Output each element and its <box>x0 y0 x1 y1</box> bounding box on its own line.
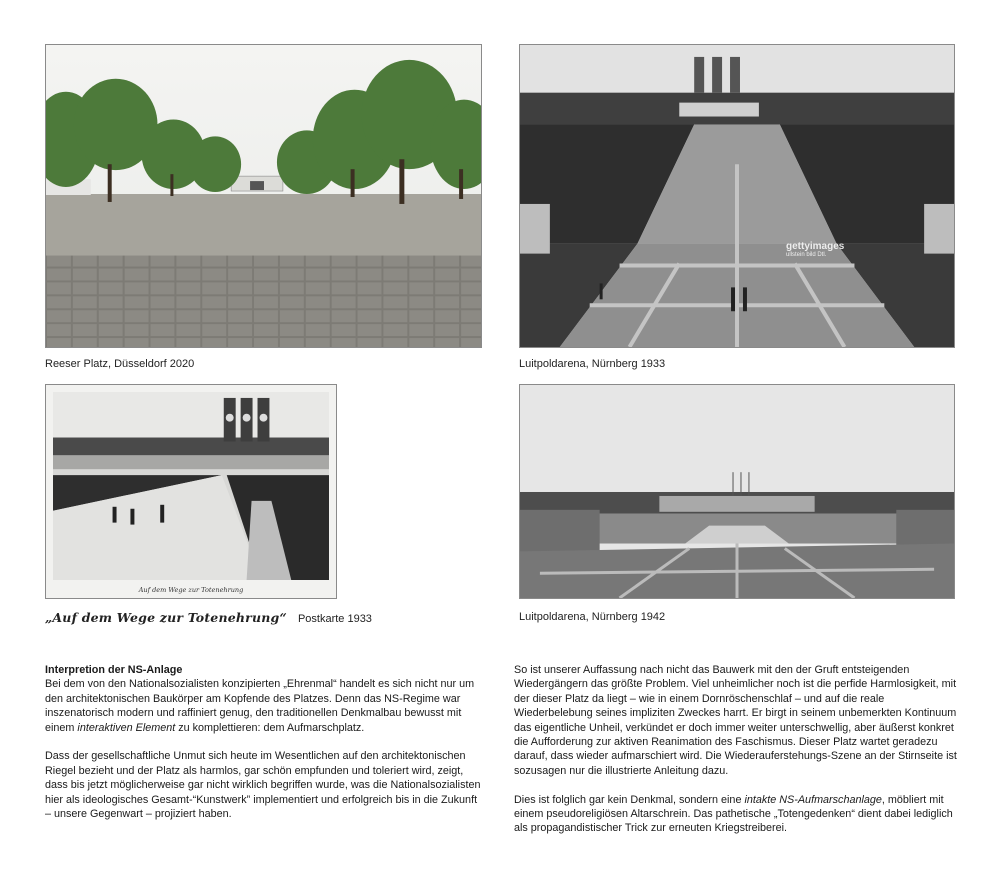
right-text-column <box>514 663 958 850</box>
photo-reeser-platz-2020 <box>45 44 482 348</box>
luitpoldarena-1942-image <box>520 385 954 598</box>
photo-luitpoldarena-1933 <box>519 44 955 348</box>
section-heading: Interpretion der NS-Anlage <box>45 664 183 676</box>
postcard-card-text: Auf dem Wege zur Totenehrung <box>138 586 244 594</box>
postcard-title: „Auf dem Wege zur Totenehrung“ <box>45 610 287 625</box>
left-paragraph-1: Bei dem von den Nationalsozialisten konzipierten „Ehrenmal“ handelt es sich nicht nur um den architektonischen Baukörper am Kopfende des Platzes. Denn das NS-Regime war inszenatorisch modern und raffiniert genug, den traditionellen Denkmalbau bewusst mit einem interaktiven Element zu komplettieren: dem Aufmarschplatz. <box>45 678 475 734</box>
left-paragraph-2: Dass der gesellschaftliche Unmut sich heute im Wesentlichen auf den architektonischen Riegel bezieht und der Platz als harmlos, gar schön empfunden und toleriert wird, zeigt, dass bis jetzt möglicherweise gar nicht wirklich begriffen wurde, was die Nationalsozialisten hier als ideologisches Gesamt-“Kunstwerk” implementiert und erfolgreich bis in die Zukunft – unsere Gegenwart – projiziert haben. <box>45 750 481 821</box>
photo-postcard-1933 <box>45 384 337 599</box>
photo-luitpoldarena-1942 <box>519 384 955 599</box>
luitpoldarena-1933-image <box>520 45 954 347</box>
postcard-suffix: Postkarte 1933 <box>297 613 372 625</box>
postcard-image <box>53 392 329 580</box>
right-paragraph-1: So ist unserer Auffassung nach nicht das Bauwerk mit den der Gruft entsteigenden Wiedergängern das größte Problem. Viel unheimlicher noch ist die perfide Harmlosigkeit, mit der dieser Platz da liegt – wie in einem Dornröschenschlaf – und auf die reale Wiederbelebung seines impliziten Zweckes harrt. Er birgt in seinem unbemerkten Kontinuum das eigentliche Unheil, verkündet er doch immer weiter unterschwellig, aber äußerst konkret die Aufforderung zur aktiven Reanimation des Faschismus. Dieser Platz wartet geradezu darauf, dass wieder aufmarschiert wird. Die Wiederauferstehungs-Szene an der Stirnseite ist sozusagen nur die illustrierte Anleitung dazu. <box>514 664 957 777</box>
caption-luitpoldarena-1942: Luitpoldarena, Nürnberg 1942 <box>519 611 666 623</box>
getty-watermark: gettyimages ullstein bild Dtl. <box>786 241 845 258</box>
caption-luitpoldarena-1933: Luitpoldarena, Nürnberg 1933 <box>519 358 666 370</box>
caption-reeser-platz: Reeser Platz, Düsseldorf 2020 <box>45 358 195 370</box>
reeser-platz-image <box>46 45 481 347</box>
caption-postcard-1933 <box>45 610 372 625</box>
left-text-column <box>45 663 485 836</box>
right-paragraph-2: Dies ist folglich gar kein Denkmal, sondern eine intakte NS-Aufmarschanlage, möbliert mit einem pseudoreligiösen Altarschrein. Das pathetische „Totengedenken“ dient dabei lediglich als propagandistischer Trick zur erneuten Kriegstreiberei. <box>514 793 953 835</box>
